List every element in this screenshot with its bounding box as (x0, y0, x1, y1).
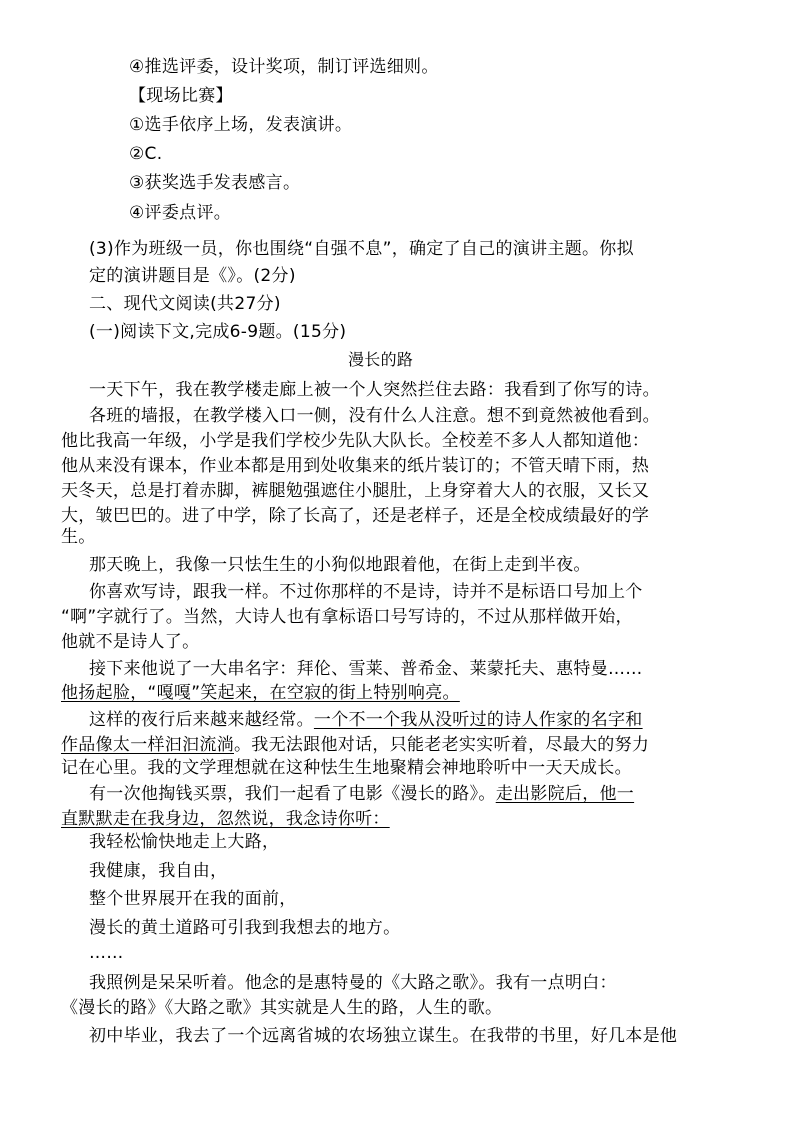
paragraph-line: 那天晚上，我像一只怯生生的小狗似地跟着他，在街上走到半夜。 (89, 555, 591, 575)
paragraph-line: 一天下午，我在教学楼走廊上被一个人突然拦住去路：我看到了你写的诗。 (89, 380, 660, 400)
text-line: ②C. (129, 144, 163, 164)
paragraph-line: 你喜欢写诗，跟我一样。不过你那样的不是诗，诗并不是标语口号加上个 (89, 582, 643, 602)
question-3-line: (3)作为班级一员，你也围绕“自强不息”，确定了自己的演讲主题。你拟 (89, 239, 634, 259)
text-line: ④评委点评。 (129, 203, 232, 223)
paragraph-line (61, 734, 649, 756)
question-3-line: 定的演讲题目是《》。(2分) (89, 266, 296, 286)
poem-line: 我轻松愉快地走上大路， (89, 832, 280, 852)
poem-line: 整个世界展开在我的面前， (89, 889, 297, 909)
paragraph-line: 天冬天，总是打着赤脚，裤腿勉强遮住小腿肚，上身穿着大人的衣服，又长又 (61, 481, 650, 501)
section-heading: 二、现代文阅读(共27分) (89, 294, 281, 314)
underlined-sentence: 他扬起脸，“嘎嘎”笑起来，在空寂的街上特别响亮。 (61, 683, 460, 703)
paragraph-line: 大，皱巴巴的。进了中学，除了长高了，还是老样子，还是全校成绩最好的学 (61, 506, 650, 526)
underlined-sentence: 作品像太一样汩汩流淌 (61, 735, 234, 755)
text-line: ①选手依序上场，发表演讲。 (129, 115, 353, 135)
paragraph-line: 他就不是诗人了。 (61, 632, 200, 652)
poem-line: 漫长的黄土道路可引我到我想去的地方。 (89, 918, 401, 938)
paragraph-line: 接下来他说了一大串名字：拜伦、雪莱、普希金、莱蒙托夫、惠特曼…… (89, 659, 643, 679)
article-title: 漫长的路 (348, 350, 414, 369)
paragraph-text: 有一次他掏钱买票，我们一起看了电影《漫长的路》。 (89, 784, 496, 804)
paragraph-line: 他比我高一年级，小学是我们学校少先队大队长。全校差不多人人都知道他： (61, 431, 650, 451)
paragraph-text: 这样的夜行后来越来越经常。 (89, 710, 314, 730)
paragraph-line: 记在心里。我的文学理想就在这种怯生生地聚精会神地聆听中一天天成长。 (61, 758, 632, 778)
paragraph-line: 他从来没有课本，作业本都是用到处收集来的纸片装订的；不管天晴下雨，热 (61, 456, 650, 476)
paragraph-line: 《漫长的路》《大路之歌》其实就是人生的路，人生的歌。 (61, 998, 503, 1018)
poem-line: 我健康，我自由， (89, 861, 228, 881)
section-subheading: (一)阅读下文,完成6-9题。(15分) (89, 322, 347, 342)
underlined-sentence: 走出影院后，他一 (495, 784, 635, 804)
paragraph-line: 我照例是呆呆听着。他念的是惠特曼的《大路之歌》。我有一点明白： (89, 973, 617, 993)
underlined-sentence: 直默默走在我身边，忽然说，我念诗你听： (61, 809, 390, 829)
live-competition-heading: 【现场比赛】 (129, 86, 233, 106)
text-line: ③获奖选手发表感言。 (129, 173, 301, 193)
paragraph-text: 。我无法跟他对话，只能老老实实听着，尽最大的努力 (234, 735, 650, 755)
underlined-sentence: 一个不一个我从没听过的诗人作家的名字和 (313, 710, 643, 730)
text-line: ④推选评委，设计奖项，制订评选细则。 (129, 57, 439, 77)
paragraph-line: 各班的墙报，在教学楼入口一侧，没有什么人注意。想不到竟然被他看到。 (89, 406, 660, 426)
poem-line: …… (89, 943, 124, 963)
paragraph-line: 初中毕业，我去了一个远离省城的农场独立谋生。在我带的书里，好几本是他 (89, 1026, 678, 1046)
paragraph-line: “啊”字就行了。当然，大诗人也有拿标语口号写诗的，不过从那样做开始， (61, 607, 633, 627)
paragraph-line (89, 709, 643, 731)
paragraph-line (89, 783, 634, 805)
paragraph-line: 生。 (61, 527, 96, 547)
